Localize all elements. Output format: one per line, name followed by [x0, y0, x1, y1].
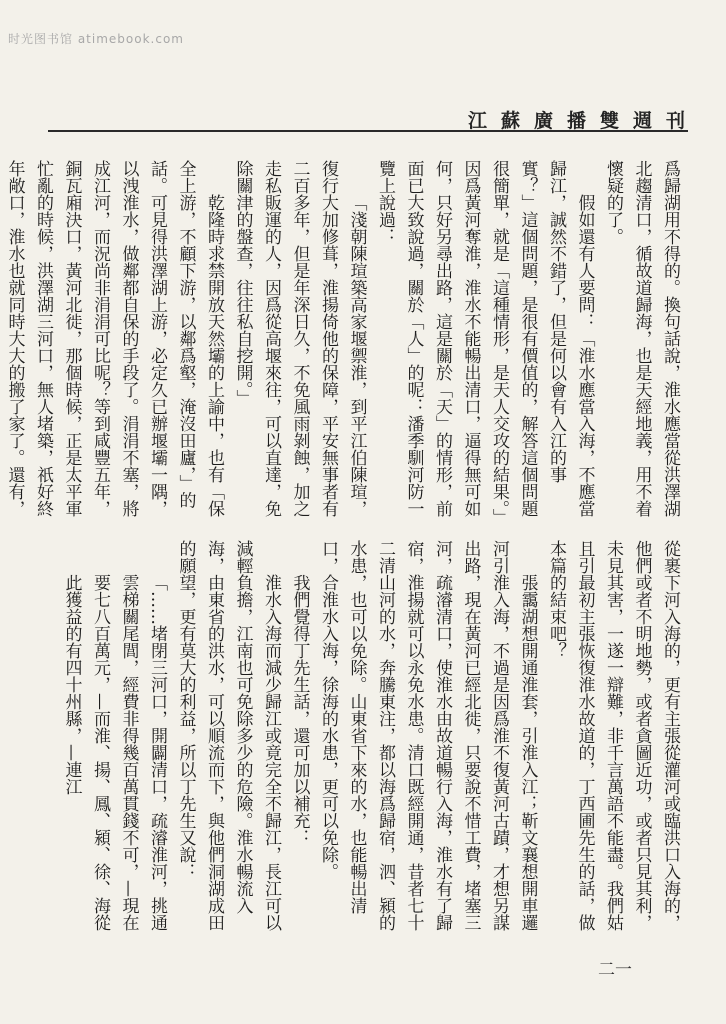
paragraph-quote: 「……堵閉三河口，開闢清口，疏濬淮河，挑通雲梯關尾閭，經費非得幾百萬貫錢不可，—現在要七八百萬元，—而淮、揚、鳳、潁、徐、海從此獲益的有四十州縣，—連江 — [61, 574, 167, 931]
paragraph: 乾隆時求禁開放天然壩的上諭中，也有「保全上游，不顧下游，以鄰爲壑，淹沒田廬，」的話。可見得洪澤湖上游，必定久已辦堰壩一隅，以洩淮水，做鄰都自保的手段了。涓涓不塞，將成江河，而況尚非涓涓可比呢？等到咸豐五年，銅瓦廂決口，黃河北徙，那個時候，正是太平軍忙亂的時候，洪澤湖三河口，無人堵築，祇好終年敞口，淮水也就同時大大的搬了家了。還有， — [4, 160, 224, 517]
paragraph-quote: 「淺朝陳瑄築高家堰禦淮，到平江伯陳瑄，復行大加修葺，淮揚倚他的保障，平安無事者有二百多年，但是年深日久，不免風雨剝蝕，加之走私販運的人，因爲從高堰來往，可以直達，免除關津的盤查，往往私自挖開。」 — [232, 160, 367, 517]
paragraph: 從裹下河入海的，更有主張從灌河或臨洪口入海的，他們或者不明地勢，或者貪圖近功，或者只見其利，未見其害，一遂一辯難，非千言萬語不能盡。我們姑且引最初主張恢復淮水故道的，丁西圃先生的話，做本篇的結束吧？ — [546, 540, 680, 931]
lower-text-block — [61, 540, 684, 945]
page-number: 二一 — [598, 960, 632, 980]
running-header-title: 江蘇廣播雙週刊 — [468, 110, 700, 132]
paragraph: 淮水入海而減少歸江或竟完全不歸江，長江可以減輕負擔，江南也可免除多少的危險。淮水暢流入海，由東省的洪水，可以順流而下，與他們洞湖成田的願望，更有莫大的利益，所以丁先生又說： — [175, 540, 281, 931]
watermark-text: 时光图书馆 atimebook.com — [8, 32, 184, 46]
upper-text-block — [4, 160, 684, 525]
paragraph: 爲歸湖用不得的。換句話說，淮水應當從洪澤湖北趨清口，循故道歸海，也是天經地義，用不着懷疑的了。 — [603, 160, 680, 517]
paragraph: 我們覺得丁先生話，還可加以補充： — [289, 574, 310, 846]
header-rule — [48, 130, 688, 132]
paragraph: 假如還有人要問：「淮水應當入海，不應當歸江，誠然不錯了，但是何以會有入江的事實？」這個問題，是很有價值的，解答這個問題很簡單，就是「這種情形，是天人交攻的結果。」因爲黃河奪淮，淮水不能暢出清口，逼得無可如何，只好另尋出路，這是關於「天」的情形，前面已大致說過，關於「人」的呢：潘季馴河防一覽上說過： — [375, 160, 595, 517]
paragraph: 張靄湖想開通淮套，引淮入江；靳文襄想開車邏河引淮入海，不過是因爲淮不復黃河古蹟，才想另謀出路，現在黃河已經北徙，只要說不惜工費，堵塞三河，疏濬清口，使淮水由故道暢行入海，淮水有了歸宿，淮揚就可以永免水患。清口既經開通，昔者七十二清山河的水，奔騰東注，都以海爲歸宿，泗、潁的水患，也可以免除。山東省下來的水，也能暢出清口，合淮水入海，徐海的水患，更可以免除。 — [318, 540, 538, 931]
